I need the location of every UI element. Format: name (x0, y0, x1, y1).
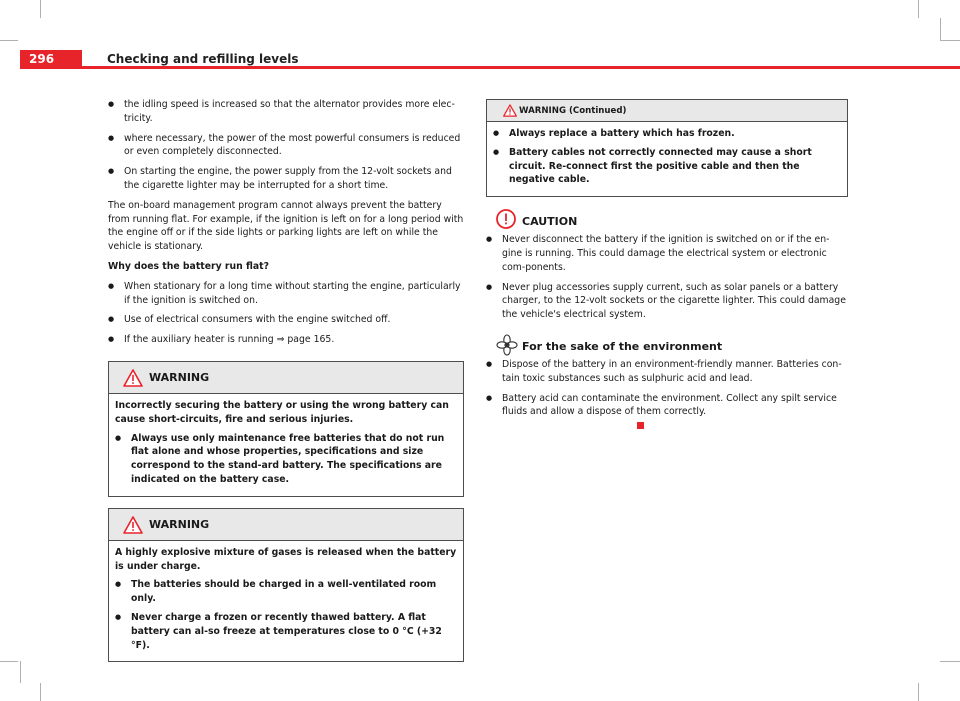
list-item: ● Use of electrical consumers with the engine switched off. (108, 313, 464, 327)
warning-box (108, 361, 464, 497)
list-item: ● where necessary, the power of the most powerful consumers is reduced or even completely disconnected. (108, 132, 464, 160)
list-item: ● On starting the engine, the power supply from the 12-volt sockets and the cigarette lighter may be interrupted for a short time. (108, 165, 464, 193)
end-of-section-marker (637, 422, 644, 429)
paragraph: The on-board management program cannot always prevent the battery from running flat. For example, if the ignition is left on for a long period with the engine off or if the side lights or parking lights are left on while the vehicle is stationary. (108, 199, 464, 253)
crop-mark (918, 683, 919, 701)
warning-header (487, 100, 847, 122)
list-item: ● Always use only maintenance free batteries that do not run flat alone and whose properties, specifications and size correspond to the stand-ard battery. The specifications are indicated on the battery case. (115, 432, 457, 487)
warning-triangle-icon (123, 516, 143, 539)
warning-triangle-icon (123, 369, 143, 392)
list-item: ● Battery cables not correctly connected may cause a short circuit. Re-connect first the positive cable and then the negative cable. (493, 146, 841, 187)
warning-body (109, 394, 463, 496)
list-item (486, 392, 848, 433)
crop-mark (0, 40, 18, 41)
crop-mark (40, 683, 41, 701)
warning-label: WARNING (Continued) (519, 106, 627, 116)
crop-mark (20, 661, 21, 683)
list-item: ● The batteries should be charged in a well-ventilated room only. (115, 578, 457, 606)
crop-mark (940, 661, 960, 662)
warning-triangle-icon (503, 104, 517, 122)
warning-label: WARNING (149, 517, 210, 531)
list-item: ● Never charge a frozen or recently thawed battery. A flat battery can al-so freeze at temperatures close to 0 °C (+32 °F). (115, 611, 457, 652)
caution-header (486, 209, 848, 233)
environment-label: For the sake of the environment (522, 339, 723, 353)
crop-mark (940, 40, 960, 41)
crop-mark (0, 661, 18, 662)
warning-body (109, 541, 463, 662)
left-column (108, 98, 464, 662)
warning-header (109, 509, 463, 541)
caution-label: CAUTION (522, 215, 578, 229)
warning-text: A highly explosive mixture of gases is released when the battery is under charge. (115, 546, 457, 572)
environment-flower-icon (496, 334, 518, 361)
list-item: ● the idling speed is increased so that the alternator provides more elec-tricity. (108, 98, 464, 126)
environment-header (486, 334, 848, 358)
list-item: ● Always replace a battery which has frozen. (493, 127, 841, 141)
header-rule (82, 66, 960, 69)
page-title: Checking and refilling levels (107, 52, 299, 66)
warning-header (109, 362, 463, 394)
warning-label: WARNING (149, 370, 210, 384)
crop-mark (940, 18, 941, 40)
crop-mark (40, 0, 41, 18)
warning-box (108, 508, 464, 663)
list-item: ● If the auxiliary heater is running ⇒ page 165. (108, 333, 464, 347)
list-item: ● Dispose of the battery in an environment-friendly manner. Batteries con-tain toxic substances such as sulphuric acid and lead. (486, 358, 848, 386)
warning-continued-box (486, 99, 848, 197)
list-item: ● Never plug accessories supply current, such as solar panels or a battery charger, to the 12-volt sockets or the cigarette lighter. This could damage the vehicle's electrical system. (486, 281, 848, 322)
caution-icon (496, 209, 516, 234)
crop-mark (918, 0, 919, 18)
warning-text: Incorrectly securing the battery or using the wrong battery can cause short-circuits, fire and serious injuries. (115, 399, 449, 425)
list-item: ● When stationary for a long time without starting the engine, particularly if the ignition is switched on. (108, 280, 464, 308)
subheading: Why does the battery run flat? (108, 260, 269, 272)
list-item: ● Never disconnect the battery if the ignition is switched on or if the en-gine is running. This could damage the electrical system or electronic com-ponents. (486, 233, 848, 274)
list-item-text: Battery acid can contaminate the environment. Collect any spilt service fluids and allow a dispose of them correctly. (502, 392, 837, 418)
warning-body (487, 122, 847, 196)
right-column (486, 99, 848, 439)
page-number: 296 (29, 52, 55, 66)
